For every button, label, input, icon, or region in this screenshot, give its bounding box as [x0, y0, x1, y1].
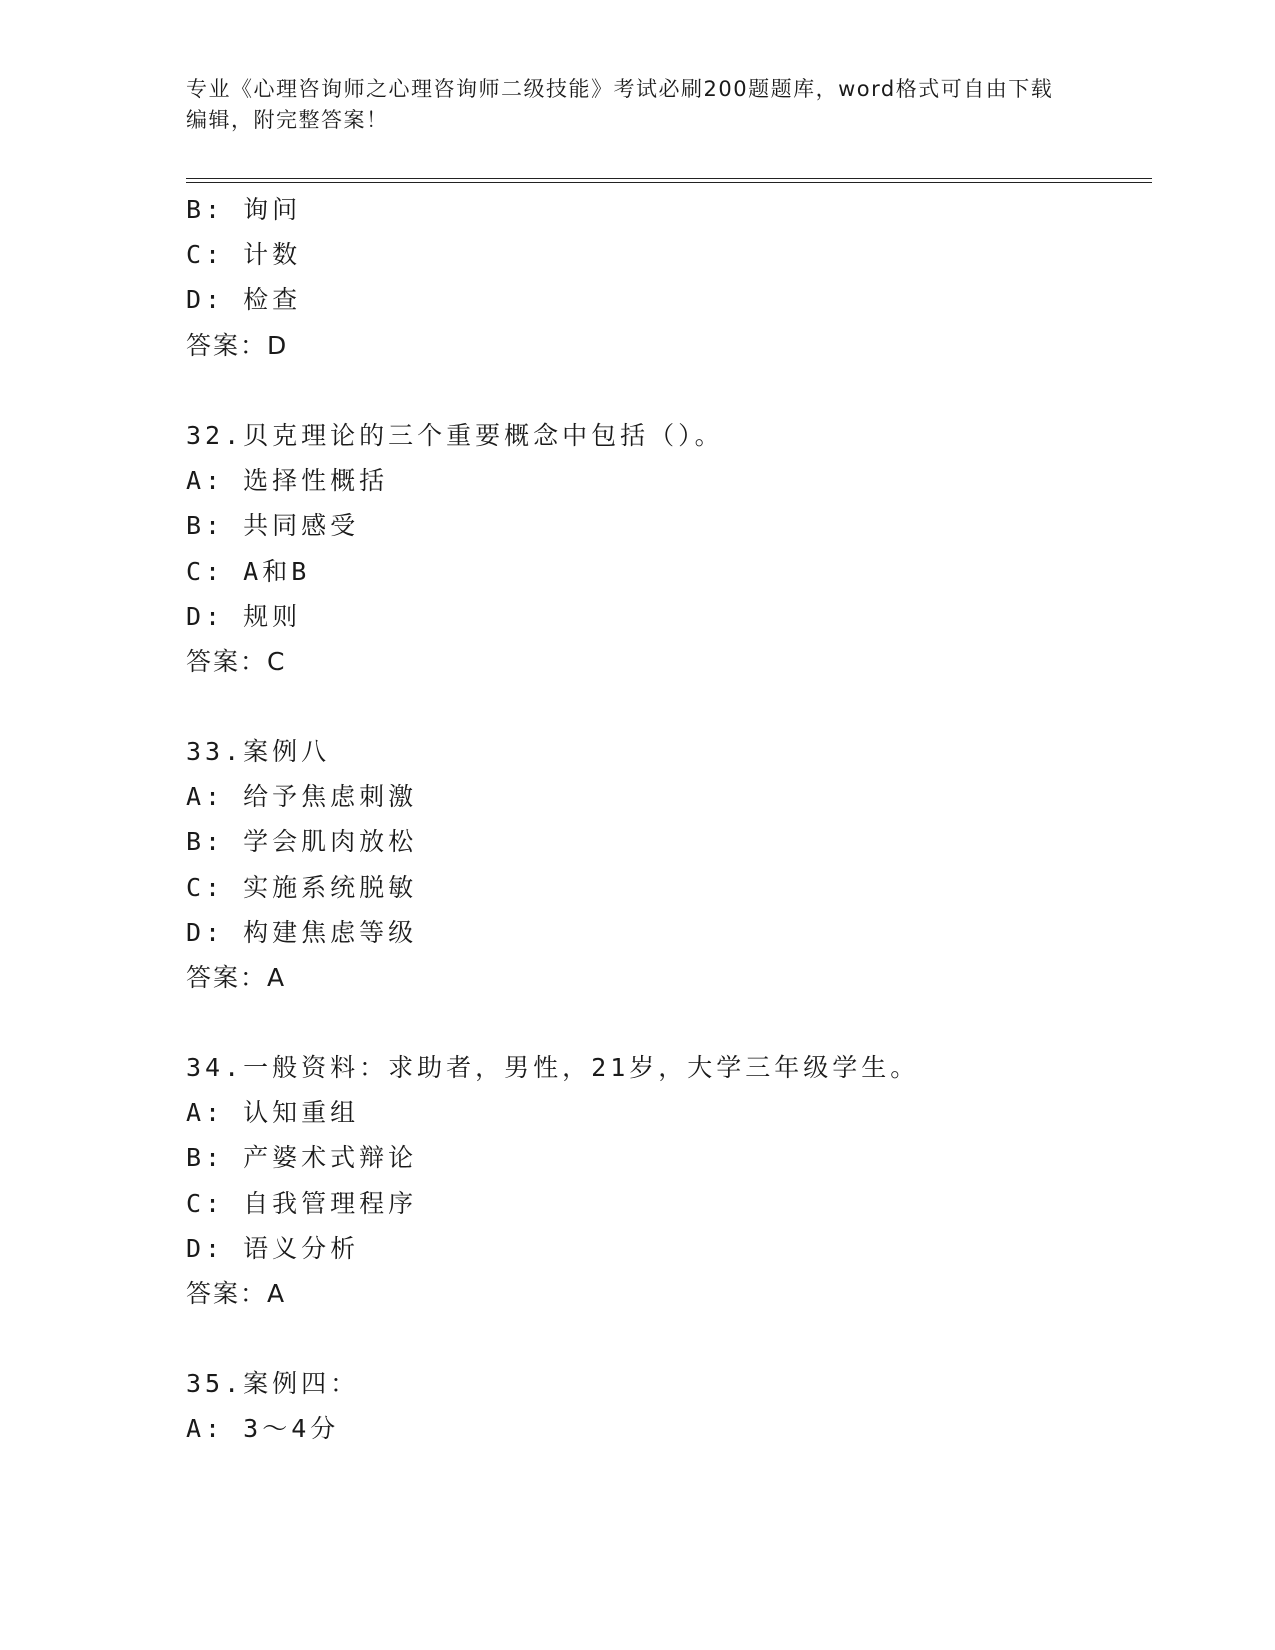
answer: 答案：C [186, 647, 287, 676]
answer: 答案：D [186, 331, 289, 360]
option-c: C: 实施系统脱敏 [186, 873, 418, 902]
option-b: B: 共同感受 [186, 511, 360, 540]
question-33: 33.案例八 [186, 737, 331, 766]
header-rule-top [186, 178, 1152, 179]
option-d: D: 语义分析 [186, 1234, 360, 1263]
option-b: B: 询问 [186, 195, 302, 224]
option-b: B: 学会肌肉放松 [186, 827, 418, 856]
question-35: 35.案例四： [186, 1369, 360, 1398]
answer: 答案：A [186, 1279, 287, 1308]
option-c: C: 自我管理程序 [186, 1189, 418, 1218]
answer: 答案：A [186, 963, 287, 992]
option-d: D: 检查 [186, 285, 302, 314]
option-c: C: A和B [186, 557, 311, 586]
option-a: A: 3～4分 [186, 1414, 340, 1443]
header-rule-bottom [186, 182, 1152, 183]
option-a: A: 认知重组 [186, 1098, 360, 1127]
option-a: A: 选择性概括 [186, 466, 389, 495]
option-a: A: 给予焦虑刺激 [186, 782, 418, 811]
option-d: D: 构建焦虑等级 [186, 918, 418, 947]
question-32: 32.贝克理论的三个重要概念中包括（）。 [186, 421, 724, 450]
page-header: 专业《心理咨询师之心理咨询师二级技能》考试必刷200题题库，word格式可自由下载编辑，附完整答案！ [186, 77, 1054, 132]
option-c: C: 计数 [186, 240, 302, 269]
question-34: 34.一般资料：求助者，男性，21岁，大学三年级学生。 [186, 1053, 920, 1082]
option-b: B: 产婆术式辩论 [186, 1143, 418, 1172]
option-d: D: 规则 [186, 602, 302, 631]
